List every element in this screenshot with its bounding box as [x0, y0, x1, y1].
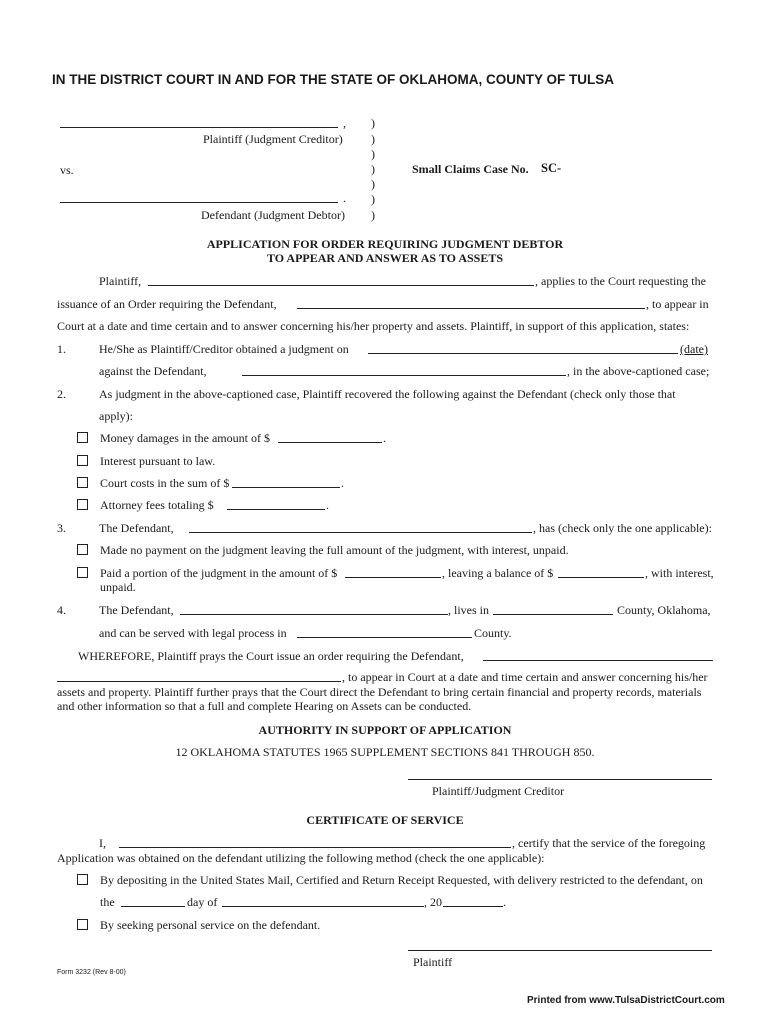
authority-title: AUTHORITY IN SUPPORT OF APPLICATION [258, 723, 512, 737]
mail-service-checkbox[interactable] [77, 874, 88, 885]
court-costs-amount-line[interactable] [232, 487, 340, 488]
item-3-text: The Defendant, [99, 521, 174, 535]
wherefore-appear-text: , to appear in Court at a date and time certain and answer concerning his/her [342, 670, 708, 684]
creditor-signature-label: Plaintiff/Judgment Creditor [432, 784, 565, 798]
caption-paren: ) [371, 147, 375, 161]
partial-payment-amount-line[interactable] [345, 577, 441, 578]
court-costs-label: Court costs in the sum of $ [100, 476, 230, 490]
item-number-1: 1. [57, 342, 66, 356]
attorney-fees-checkbox[interactable] [77, 499, 88, 510]
no-payment-label: Made no payment on the judgment leaving the full amount of the judgment, with interest, unpaid. [100, 543, 569, 557]
lives-in-county-line[interactable] [493, 614, 613, 615]
certifier-name-line[interactable] [119, 847, 511, 848]
item-1-defendant-line[interactable] [242, 375, 566, 376]
service-month-line[interactable] [222, 906, 424, 907]
no-payment-checkbox[interactable] [77, 544, 88, 555]
mail-service-label: By depositing in the United States Mail, Certified and Return Receipt Requested, with delivery restricted to the defendant, on [100, 873, 703, 887]
balance-amount-line[interactable] [558, 577, 644, 578]
caption-paren: ) [371, 177, 375, 191]
caption-paren: ) [371, 192, 375, 206]
court-header: IN THE DISTRICT COURT IN AND FOR THE STATE OF OKLAHOMA, COUNTY OF TULSA [52, 72, 614, 87]
item-number-3: 3. [57, 521, 66, 535]
service-date-dot: . [503, 895, 506, 909]
printed-from: Printed from www.TulsaDistrictCourt.com [527, 995, 725, 1006]
county-label: County. [474, 626, 512, 640]
item-3-has: , has (check only the one applicable): [533, 521, 712, 535]
caption-paren: ) [371, 162, 375, 176]
item-4-defendant-line[interactable] [180, 614, 448, 615]
item-number-2: 2. [57, 387, 66, 401]
personal-service-label: By seeking personal service on the defendant. [100, 918, 321, 932]
day-of-label: day of [187, 895, 218, 909]
versus-label: vs. [60, 163, 74, 177]
personal-service-checkbox[interactable] [77, 919, 88, 930]
item-2-apply: apply): [99, 409, 133, 423]
item-4-text: The Defendant, [99, 603, 174, 617]
item-1-text: He/She as Plaintiff/Creditor obtained a judgment on [99, 342, 349, 356]
applies-text: , applies to the Court requesting the [535, 274, 706, 288]
served-county-line[interactable] [297, 637, 472, 638]
certify-text: , certify that the service of the foregoing [512, 836, 706, 850]
county-oklahoma-label: County, Oklahoma, [617, 603, 711, 617]
defendant-caption-label: Defendant (Judgment Debtor) [201, 208, 345, 222]
caption-paren: ) [371, 208, 375, 222]
lives-in-label: , lives in [448, 603, 489, 617]
appear-text: , to appear in [646, 297, 709, 311]
case-number-prefix: SC- [541, 161, 562, 175]
wherefore-defendant-line[interactable] [483, 660, 713, 661]
date-label: (date) [680, 342, 708, 356]
balance-label: , leaving a balance of $ [442, 566, 554, 580]
court-date-line: Court at a date and time certain and to answer concerning his/her property and assets. Plaintiff, in support of this application, states: [57, 319, 690, 333]
plaintiff-caption-label: Plaintiff (Judgment Creditor) [203, 132, 343, 146]
service-year-line[interactable] [443, 906, 503, 907]
attorney-fees-amount-line[interactable] [227, 509, 325, 510]
plaintiff-prefix: Plaintiff, [99, 274, 142, 288]
attorney-fees-dot: . [326, 498, 329, 512]
court-costs-dot: . [341, 476, 344, 490]
item-2-text: As judgment in the above-captioned case, Plaintiff recovered the following against the Defendant (check only those that [99, 387, 676, 401]
wherefore-text: WHEREFORE, Plaintiff prays the Court issue an order requiring the Defendant, [78, 649, 464, 663]
interest-label: Interest pursuant to law. [100, 454, 216, 468]
item-number-4: 4. [57, 603, 66, 617]
caption-comma: , [343, 116, 346, 130]
partial-payment-label: Paid a portion of the judgment in the amount of $ [100, 566, 338, 580]
creditor-signature-line[interactable] [408, 779, 712, 780]
caption-period: . [343, 191, 346, 205]
court-costs-checkbox[interactable] [77, 477, 88, 488]
certificate-method-text: Application was obtained on the defendant utilizing the following method (check the one applicable): [57, 851, 545, 865]
plaintiff-signature-label: Plaintiff [413, 955, 453, 969]
served-label: and can be served with legal process in [99, 626, 287, 640]
plaintiff-name-line[interactable] [60, 127, 338, 128]
form-number: Form 3232 (Rev 8-00) [57, 969, 126, 976]
money-damages-dot: . [383, 431, 386, 445]
issuance-text: issuance of an Order requiring the Defendant, [57, 297, 277, 311]
plaintiff-signature-line[interactable] [408, 950, 712, 951]
application-title: APPLICATION FOR ORDER REQUIRING JUDGMENT DEBTOR [206, 237, 564, 251]
item-1-against: against the Defendant, [99, 364, 207, 378]
plaintiff-applicant-line[interactable] [148, 285, 534, 286]
interest-checkbox[interactable] [77, 455, 88, 466]
money-damages-checkbox[interactable] [77, 432, 88, 443]
money-damages-amount-line[interactable] [278, 442, 382, 443]
with-interest-label: , with interest, [645, 566, 714, 580]
attorney-fees-label: Attorney fees totaling $ [100, 498, 214, 512]
service-the-label: the [100, 895, 115, 909]
defendant-name-line[interactable] [60, 202, 338, 203]
caption-paren: ) [371, 116, 375, 130]
caption-paren: ) [371, 132, 375, 146]
case-number-label: Small Claims Case No. [412, 162, 529, 176]
unpaid-label: unpaid. [100, 580, 136, 594]
item-1-caption: , in the above-captioned case; [567, 364, 710, 378]
service-day-line[interactable] [121, 906, 185, 907]
year-label: , 20 [424, 895, 442, 909]
application-subtitle: TO APPEAR AND ANSWER AS TO ASSETS [266, 251, 504, 265]
partial-payment-checkbox[interactable] [77, 567, 88, 578]
certificate-i-label: I, [99, 836, 106, 850]
item-3-defendant-line[interactable] [189, 532, 532, 533]
certificate-title: CERTIFICATE OF SERVICE [306, 813, 464, 827]
authority-statute: 12 OKLAHOMA STATUTES 1965 SUPPLEMENT SECTIONS 841 THROUGH 850. [175, 745, 595, 759]
judgment-date-line[interactable] [368, 353, 678, 354]
defendant-appear-line[interactable] [297, 308, 645, 309]
wherefore-paragraph: assets and property. Plaintiff further prays that the Court direct the Defendant to bring certain financial and property records, materials and other information so that a full and complete Hearing on Assets can be conducted. [57, 685, 702, 713]
wherefore-defendant-line-2[interactable] [57, 681, 341, 682]
money-damages-label: Money damages in the amount of $ [100, 431, 270, 445]
